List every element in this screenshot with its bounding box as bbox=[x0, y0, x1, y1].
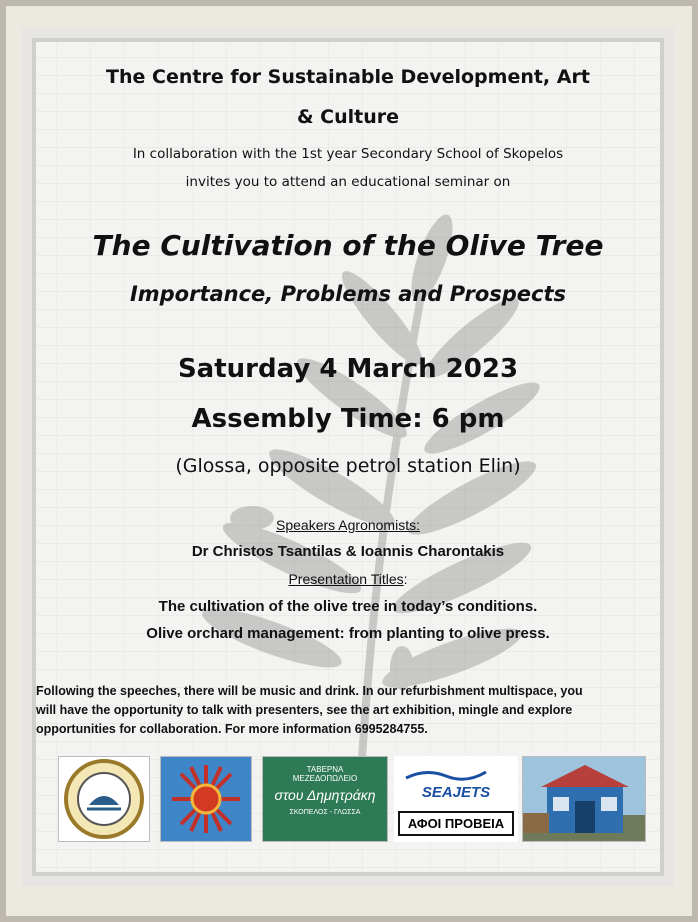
building-photo bbox=[522, 756, 646, 842]
taverna-logo bbox=[262, 756, 388, 842]
presentation-title-1: The cultivation of the olive tree in today’s conditions. bbox=[158, 598, 538, 615]
speakers-label: Speakers Agronomists: bbox=[276, 517, 420, 533]
seminar-subtitle: Importance, Problems and Prospects bbox=[129, 282, 567, 306]
seajets-provia-logos bbox=[394, 756, 518, 842]
event-location: (Glossa, opposite petrol station Elin) bbox=[175, 455, 521, 477]
event-date: Saturday 4 March 2023 bbox=[177, 354, 519, 384]
provia-logo-text: ΑΦΟΙ ΠΡΟΒΕΙΑ bbox=[398, 811, 514, 836]
sun-logo bbox=[160, 756, 252, 842]
wave-icon bbox=[396, 764, 516, 784]
collaboration-text: In collaboration with the 1st year Secondary School of Skopelos bbox=[132, 146, 564, 162]
taverna-bottom-text: ΣΚΟΠΕΛΟΣ - ΓΛΩΣΣΑ bbox=[289, 809, 361, 816]
sun-icon bbox=[161, 757, 251, 841]
taverna-name-text: στου Δημητράκη bbox=[274, 787, 376, 803]
event-time: Assembly Time: 6 pm bbox=[191, 404, 505, 434]
footer-paragraph bbox=[36, 682, 666, 739]
foundation-seal-logo bbox=[58, 756, 150, 842]
footer-line-3: opportunities for collaboration. For more information 6995284755. bbox=[36, 722, 428, 736]
taverna-top-text: ΤΑΒΕΡΝΑ bbox=[306, 765, 344, 774]
house-icon bbox=[523, 757, 646, 842]
presentation-title-2: Olive orchard management: from planting to olive press. bbox=[146, 625, 550, 642]
speakers-names: Dr Christos Tsantilas & Ioannis Charontakis bbox=[191, 543, 505, 560]
footer-line-2: will have the opportunity to talk with presenters, see the art exhibition, mingle and explore bbox=[36, 703, 573, 717]
presentation-titles-heading bbox=[22, 571, 674, 587]
organizer-title-line2: & Culture bbox=[296, 106, 400, 128]
invitation-text: invites you to attend an educational seminar on bbox=[185, 174, 511, 190]
presentation-titles-colon: : bbox=[403, 571, 408, 587]
seminar-title: The Cultivation of the Olive Tree bbox=[92, 229, 604, 262]
seajets-logo-text: SEAJETS bbox=[421, 784, 491, 801]
seal-icon bbox=[59, 757, 149, 841]
footer-line-1: Following the speeches, there will be music and drink. In our refurbishment multispace, you bbox=[36, 684, 583, 698]
organizer-title-line1: The Centre for Sustainable Development, Art bbox=[106, 66, 590, 88]
taverna-mid-text: ΜΕΖΕΔΟΠΩΛΕΙΟ bbox=[292, 774, 358, 783]
presentation-titles-label: Presentation Titles bbox=[288, 571, 404, 587]
